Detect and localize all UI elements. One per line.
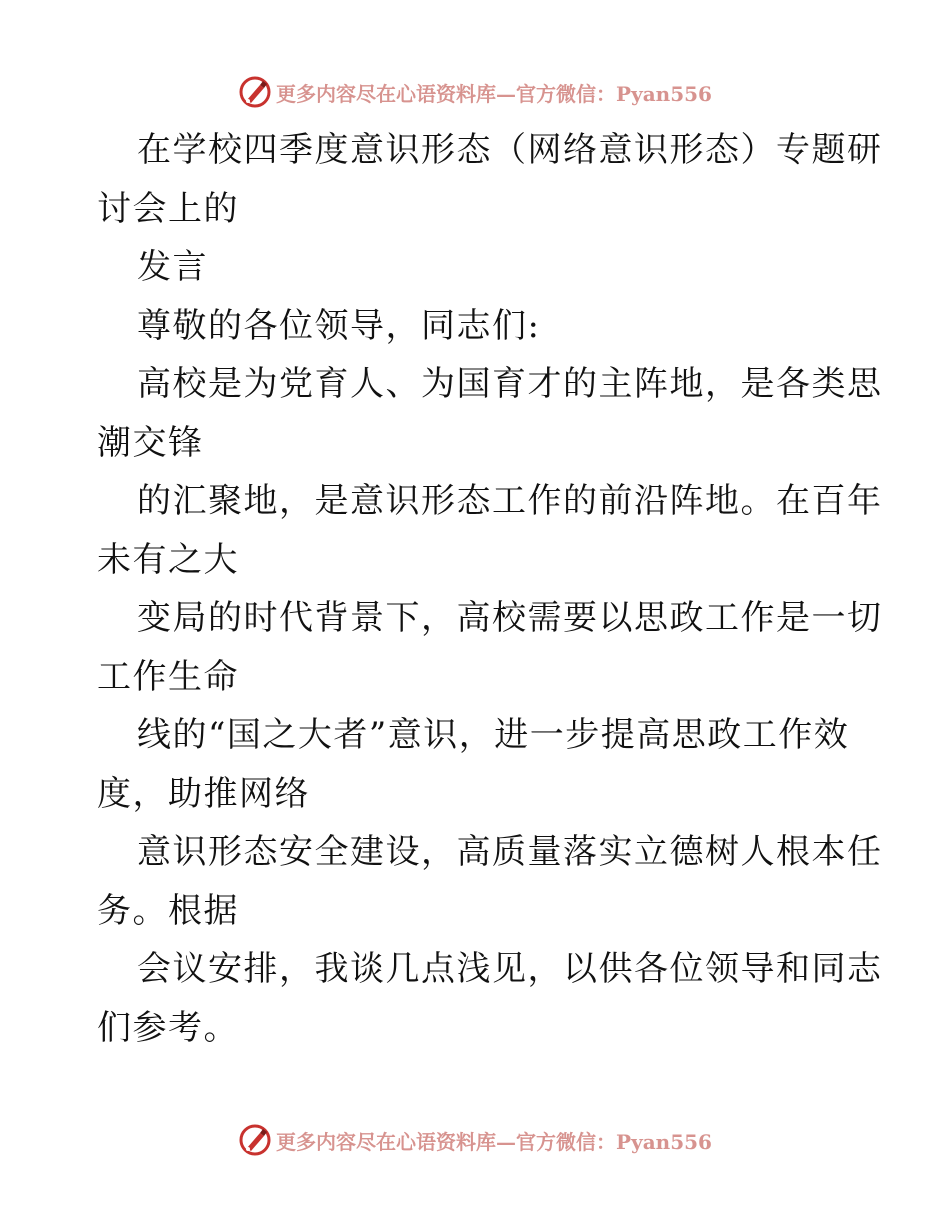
pen-logo-icon (238, 75, 272, 109)
paragraph-line: 高校是为党育人、为国育才的主阵地，是各类思 (137, 364, 883, 404)
footer-watermark (0, 1120, 950, 1160)
pen-logo-icon (238, 1123, 272, 1157)
title-line-1: 在学校四季度意识形态（网络意识形态）专题研 (137, 130, 883, 170)
watermark-text: 更多内容尽在心语资料库—官方微信：Pyan556 (276, 81, 712, 106)
header-watermark (0, 72, 950, 112)
paragraph-line: 未有之大 (97, 539, 239, 580)
document-body (97, 121, 883, 1057)
paragraph-line: 工作生命 (97, 656, 239, 697)
paragraph-line: 线的“国之大者”意识，进一步提高思政工作效 (137, 715, 850, 755)
title-line-2: 讨会上的 (97, 188, 239, 229)
paragraph-line: 务。根据 (97, 890, 239, 931)
paragraph-line: 的汇聚地，是意识形态工作的前沿阵地。在百年 (137, 481, 883, 521)
paragraph-line: 变局的时代背景下，高校需要以思政工作是一切 (137, 598, 883, 638)
paragraph-line: 意识形态安全建设，高质量落实立德树人根本任 (137, 832, 883, 872)
watermark-text: 更多内容尽在心语资料库—官方微信：Pyan556 (276, 1129, 712, 1154)
paragraph-line: 潮交锋 (97, 422, 204, 463)
title-line-3: 发言 (137, 247, 208, 287)
paragraph-line: 度，助推网络 (97, 773, 310, 814)
paragraph-line: 会议安排，我谈几点浅见，以供各位领导和同志 (137, 949, 883, 989)
paragraph-line: 们参考。 (97, 1007, 239, 1048)
salutation: 尊敬的各位领导，同志们: (137, 305, 541, 346)
